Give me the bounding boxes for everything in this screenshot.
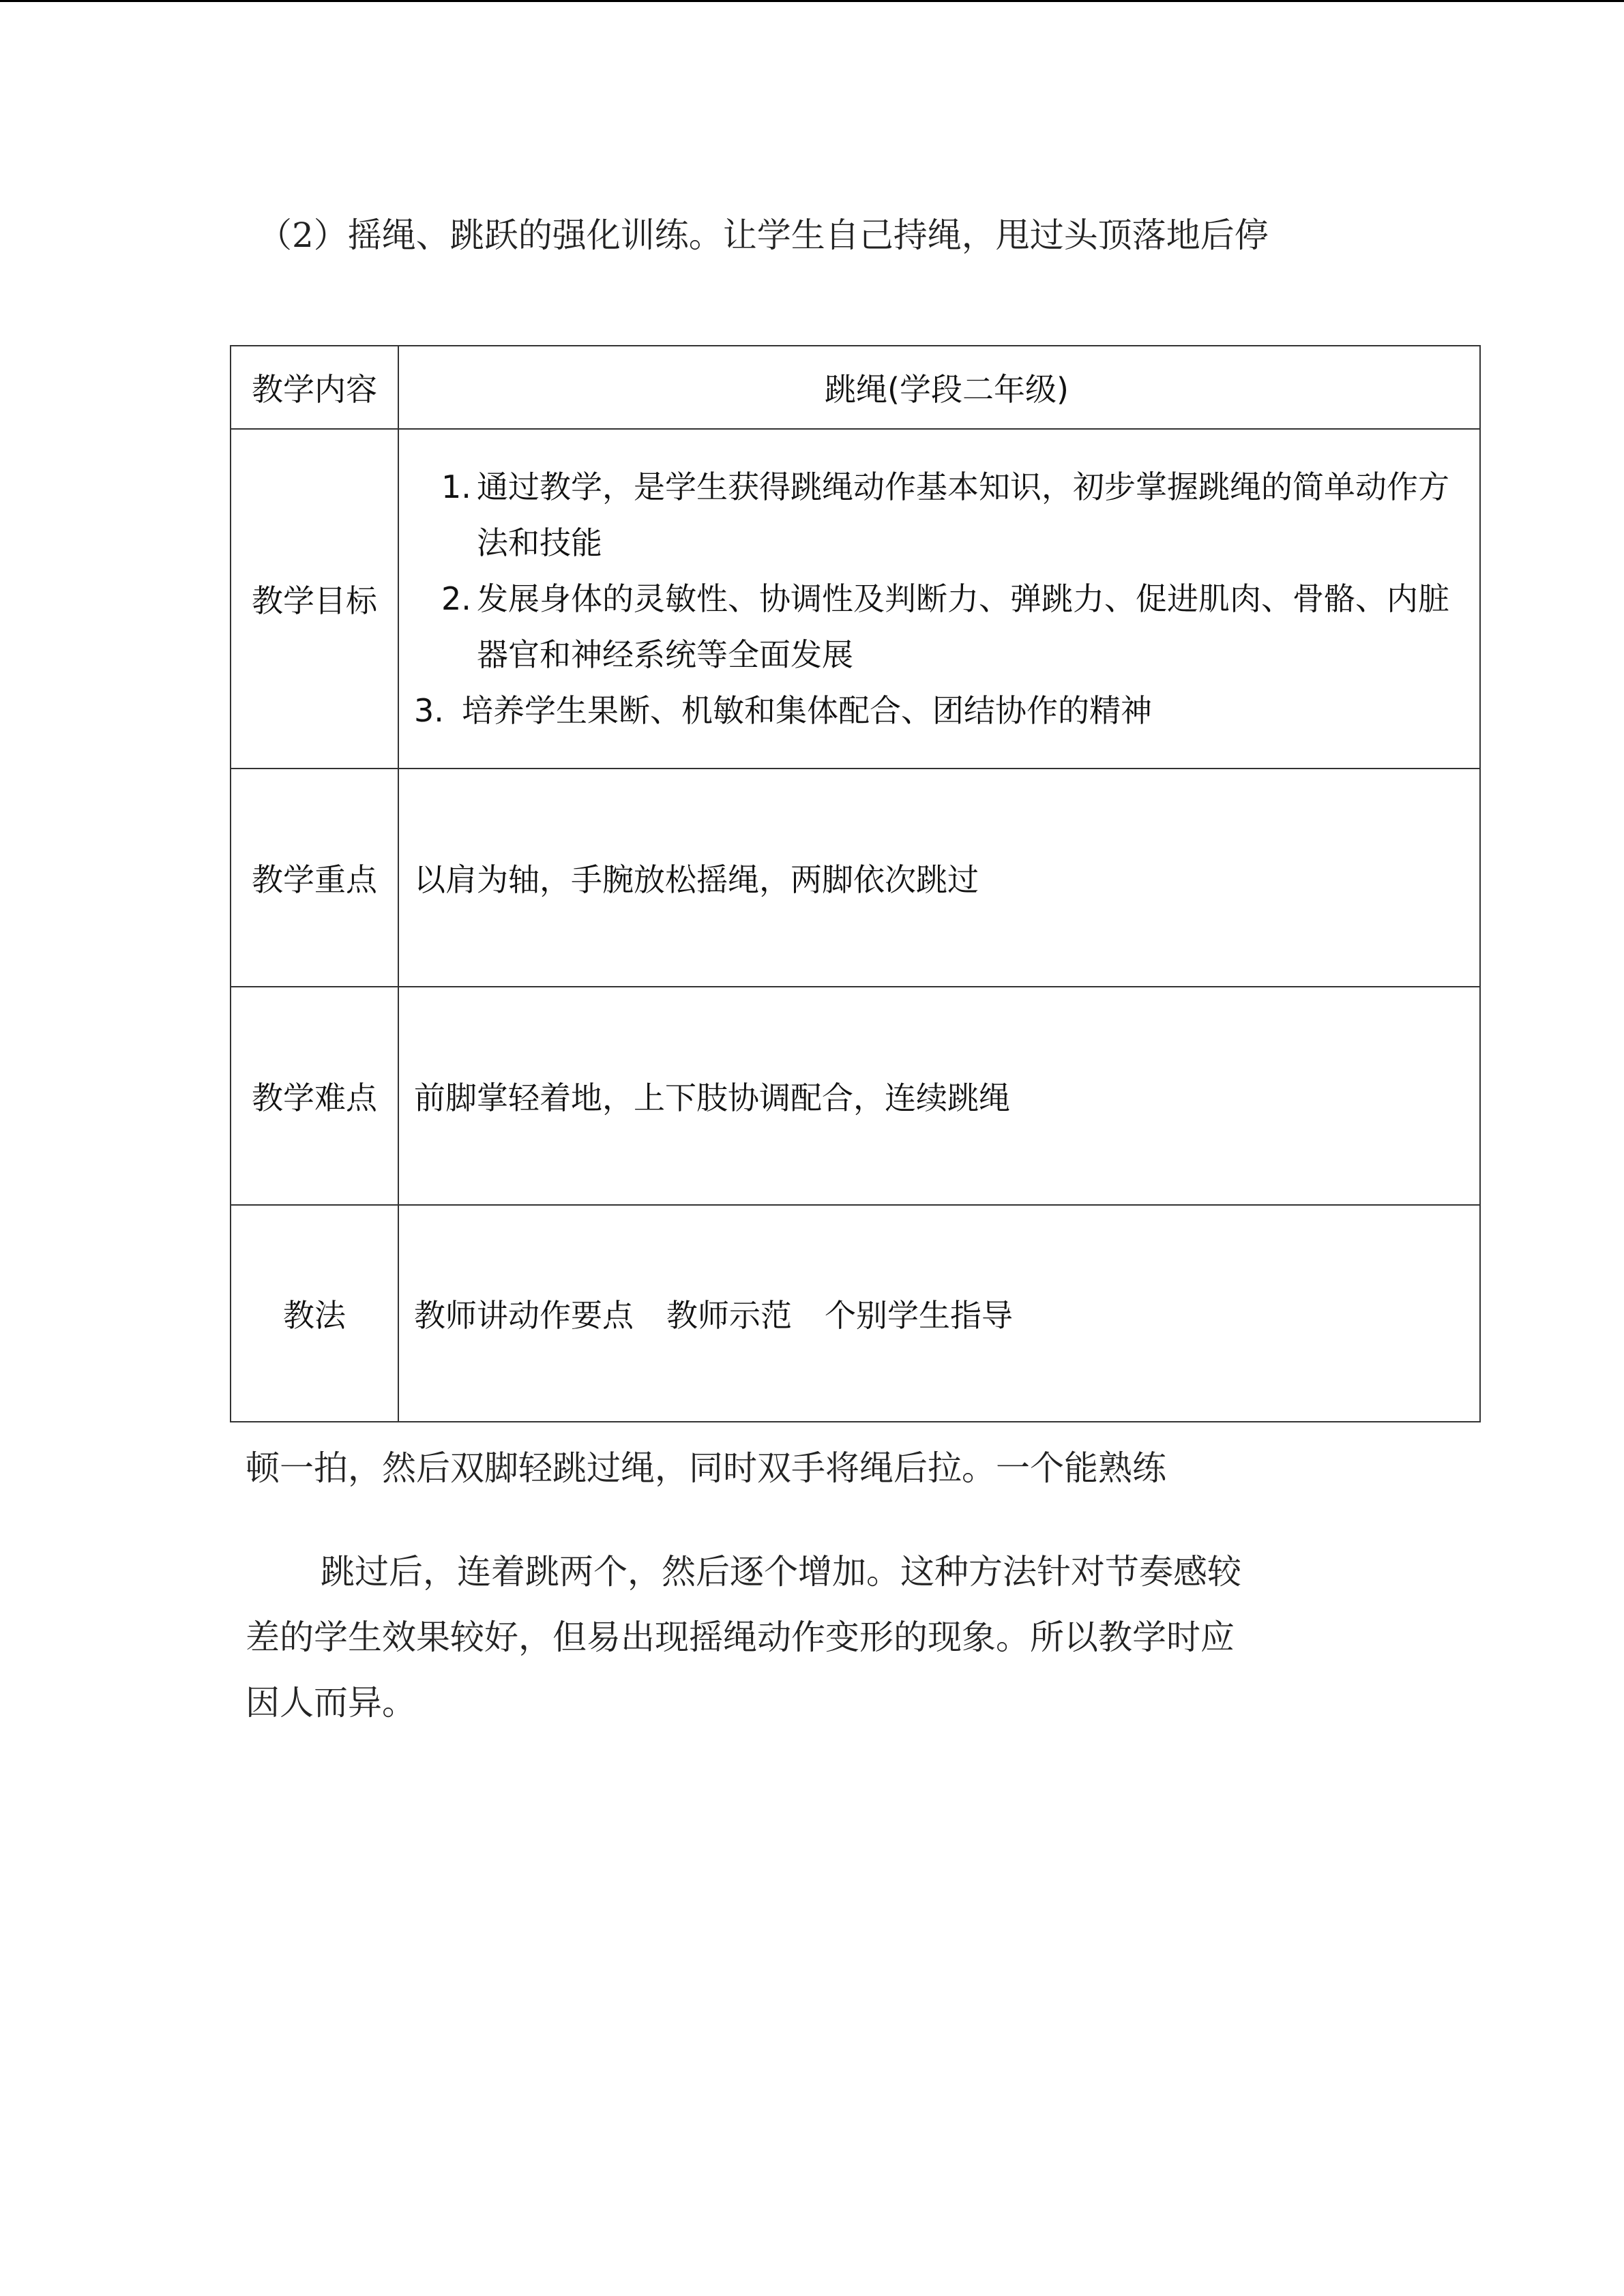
method-item-2: 教师示范 [666, 1297, 792, 1334]
goal-item-1 [414, 459, 1479, 571]
value-teaching-goals [398, 429, 1480, 769]
label-teaching-content: 教学内容 [231, 346, 398, 429]
goals-list [414, 459, 1479, 739]
goal-number-2: 2. [441, 580, 471, 617]
after-table-line: 顿一拍，然后双脚轻跳过绳，同时双手将绳后拉。一个能熟练 [246, 1448, 1166, 1488]
page-top-border [0, 0, 1624, 2]
paragraph-line-3: 因人而异。 [246, 1683, 416, 1723]
goal-item-2 [414, 571, 1479, 683]
label-teaching-method: 教法 [231, 1205, 398, 1422]
table-row-content [231, 346, 1480, 429]
goal-number-1: 1. [441, 468, 471, 505]
table-row-method [231, 1205, 1480, 1422]
goal-item-3 [414, 683, 1479, 739]
value-teaching-method [398, 1205, 1480, 1422]
table-row-difficulty [231, 987, 1480, 1205]
label-teaching-goals: 教学目标 [231, 429, 398, 769]
paragraph-line-2: 差的学生效果较好，但易出现摇绳动作变形的现象。所以教学时应 [246, 1617, 1235, 1657]
goal-text-3: 培养学生果断、机敏和集体配合、团结协作的精神 [462, 692, 1152, 729]
method-item-1: 教师讲动作要点 [414, 1297, 634, 1334]
intro-line: （2）摇绳、跳跃的强化训练。让学生自己持绳，甩过头顶落地后停 [258, 215, 1269, 255]
table-row-goals [231, 429, 1480, 769]
table-row-focus [231, 769, 1480, 987]
value-teaching-focus: 以肩为轴，手腕放松摇绳，两脚依次跳过 [398, 769, 1480, 987]
goal-text-1: 通过教学，是学生获得跳绳动作基本知识，初步掌握跳绳的简单动作方法和技能 [477, 468, 1449, 561]
paragraph-line-1: 跳过后，连着跳两个，然后逐个增加。这种方法针对节奏感较 [321, 1552, 1241, 1592]
value-teaching-difficulty: 前脚掌轻着地，上下肢协调配合，连续跳绳 [398, 987, 1480, 1205]
lesson-plan-table [230, 345, 1481, 1422]
goal-number-3: 3. [414, 692, 444, 729]
method-item-3: 个别学生指导 [825, 1297, 1013, 1334]
goal-text-2: 发展身体的灵敏性、协调性及判断力、弹跳力、促进肌肉、骨骼、内脏器官和神经系统等全面发展 [477, 580, 1449, 673]
label-teaching-focus: 教学重点 [231, 769, 398, 987]
label-teaching-difficulty: 教学难点 [231, 987, 398, 1205]
value-teaching-content: 跳绳(学段二年级) [398, 346, 1480, 429]
